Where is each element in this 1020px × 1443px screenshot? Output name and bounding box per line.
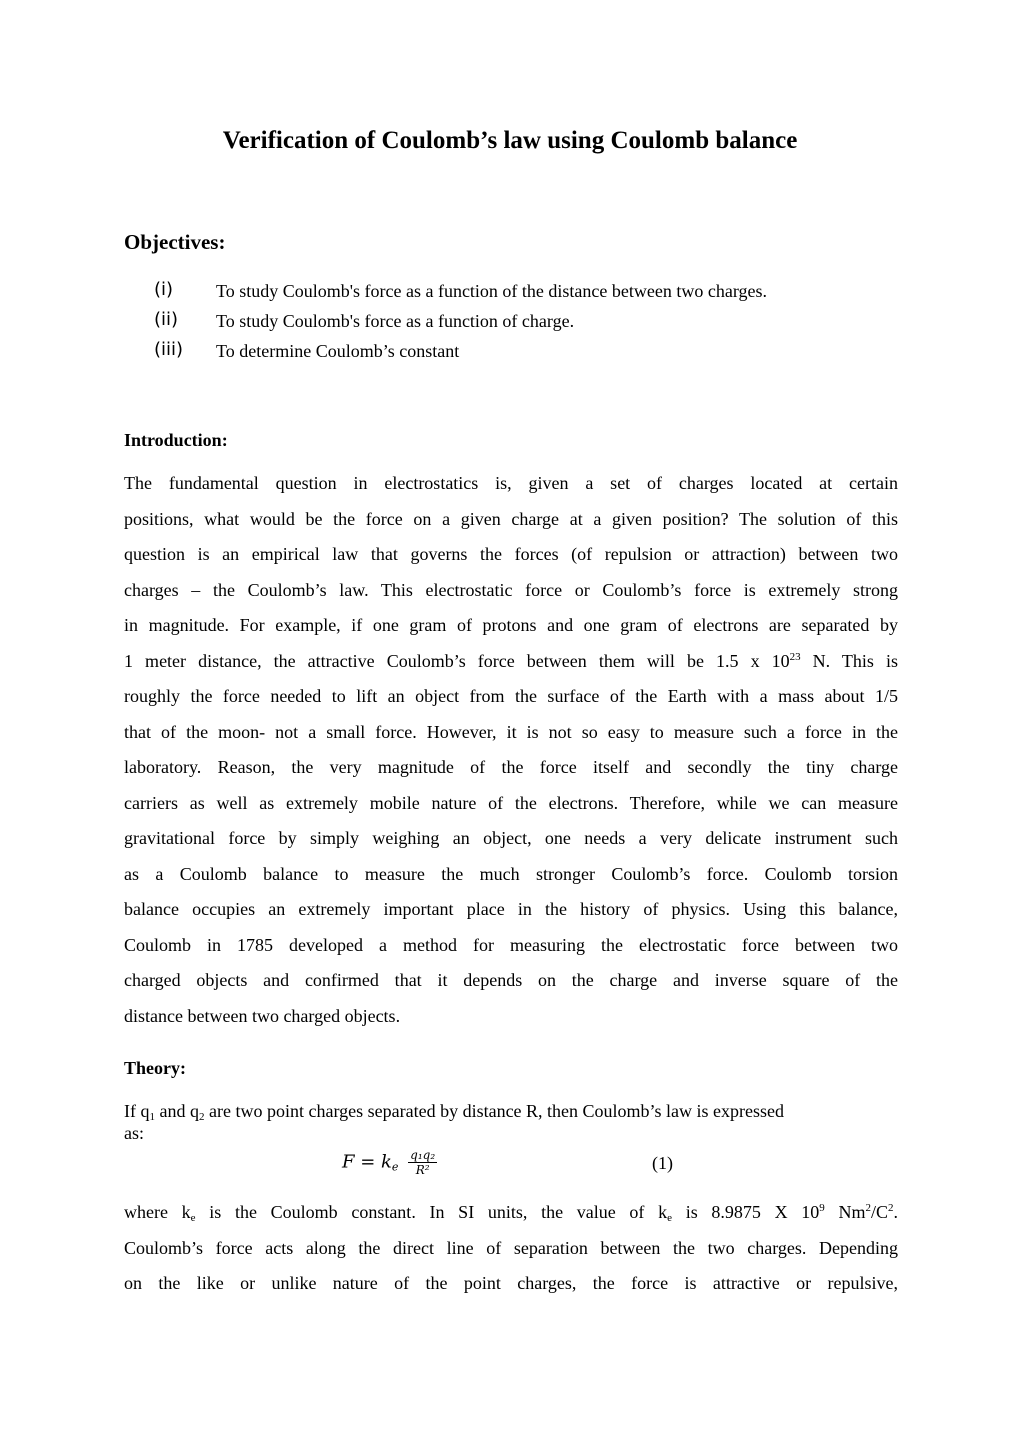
- text-fragment: is 8.9875 X 10: [672, 1202, 820, 1222]
- theory-paragraph: [124, 1195, 898, 1302]
- objectives-heading: Objectives:: [124, 230, 226, 254]
- text-line: distance between two charged objects.: [124, 1005, 401, 1026]
- subscript: 1: [149, 1111, 155, 1123]
- text-line: as a Coulomb balance to measure the much stronger Coulomb’s force. Coulomb torsion: [124, 863, 898, 884]
- text-line: charges – the Coulomb’s law. This electrostatic force or Coulomb’s force is extremely strong: [124, 579, 898, 600]
- text-line: carriers as well as extremely mobile nature of the electrons. Therefore, while we can measure: [124, 792, 898, 813]
- text-line: on the like or unlike nature of the point charges, the force is attractive or repulsive,: [124, 1273, 898, 1293]
- exponent: 2: [865, 1202, 871, 1214]
- theory-line: [124, 1099, 898, 1123]
- text-line: that of the moon- not a small force. However, it is not so easy to measure such a force in the: [124, 721, 898, 742]
- subscript: e: [667, 1212, 673, 1224]
- text-fragment: .: [893, 1202, 899, 1222]
- text-line: laboratory. Reason, the very magnitude of the force itself and secondly the tiny charge: [124, 757, 898, 777]
- objective-item: [124, 336, 904, 366]
- exponent: 9: [819, 1202, 825, 1214]
- text-fragment: If q: [124, 1101, 150, 1121]
- exponent: 23: [789, 650, 801, 663]
- introduction-heading: Introduction:: [124, 430, 228, 450]
- text-line: charged objects and confirmed that it depends on the charge and inverse square of the: [124, 970, 898, 990]
- subscript: 2: [199, 1111, 205, 1123]
- subscript: e: [391, 1160, 399, 1174]
- text-line: balance occupies an extremely important place in the history of physics. Using this balance,: [124, 899, 898, 919]
- equation-fraction: [408, 1148, 437, 1177]
- objective-number: (ii): [154, 309, 179, 330]
- text-fragment: are two point charges separated by distance R, then Coulomb’s law is expressed: [204, 1101, 785, 1121]
- text-fragment: where k: [124, 1202, 191, 1222]
- exponent: 2: [888, 1202, 894, 1214]
- text-line: The fundamental question in electrostatics is, given a set of charges located at certain: [124, 473, 898, 493]
- text-line: roughly the force needed to lift an object from the surface of the Earth with a mass about 1/5: [124, 686, 898, 706]
- equation-number: (1): [652, 1153, 673, 1173]
- fraction-denominator: R²: [415, 1163, 430, 1177]
- objective-item: [124, 276, 904, 306]
- objective-text: To study Coulomb's force as a function of charge.: [216, 311, 575, 331]
- text-line: Coulomb’s force acts along the direct line of separation between the two charges. Depending: [124, 1237, 898, 1258]
- text-line: [124, 1195, 898, 1231]
- coulomb-equation: [342, 1148, 437, 1177]
- objective-text: To study Coulomb's force as a function of the distance between two charges.: [216, 281, 768, 301]
- theory-heading: Theory:: [124, 1058, 186, 1078]
- equation-lhs: F = k: [342, 1151, 392, 1173]
- text-fragment: Nm: [824, 1202, 866, 1222]
- objective-number: (i): [154, 279, 174, 300]
- text-fragment: N. This is: [800, 650, 898, 671]
- objective-number: (iii): [154, 339, 184, 360]
- text-line: question is an empirical law that governs the forces (of repulsion or attraction) between two: [124, 544, 898, 564]
- text-fragment: is the Coulomb constant. In SI units, the value of k: [195, 1202, 668, 1222]
- subscript: e: [190, 1212, 196, 1224]
- text-line: [124, 644, 898, 680]
- text-line: Coulomb in 1785 developed a method for measuring the electrostatic force between two: [124, 934, 898, 955]
- text-line: positions, what would be the force on a given charge at a given position? The solution of this: [124, 508, 898, 529]
- objective-item: [124, 306, 904, 336]
- fraction-numerator: q₁q₂: [410, 1148, 436, 1162]
- text-line: in magnitude. For example, if one gram of protons and one gram of electrons are separated by: [124, 615, 898, 635]
- theory-line: as:: [124, 1123, 144, 1143]
- document-title: Verification of Coulomb’s law using Coulomb balance: [222, 127, 798, 154]
- text-fragment: 1 meter distance, the attractive Coulomb’s force between them will be 1.5 x 10: [124, 650, 790, 671]
- text-fragment: /C: [871, 1202, 889, 1222]
- introduction-paragraph: [124, 466, 898, 1034]
- text-fragment: and q: [155, 1101, 199, 1121]
- text-line: gravitational force by simply weighing an object, one needs a very delicate instrument such: [124, 828, 898, 848]
- objective-text: To determine Coulomb’s constant: [216, 341, 460, 361]
